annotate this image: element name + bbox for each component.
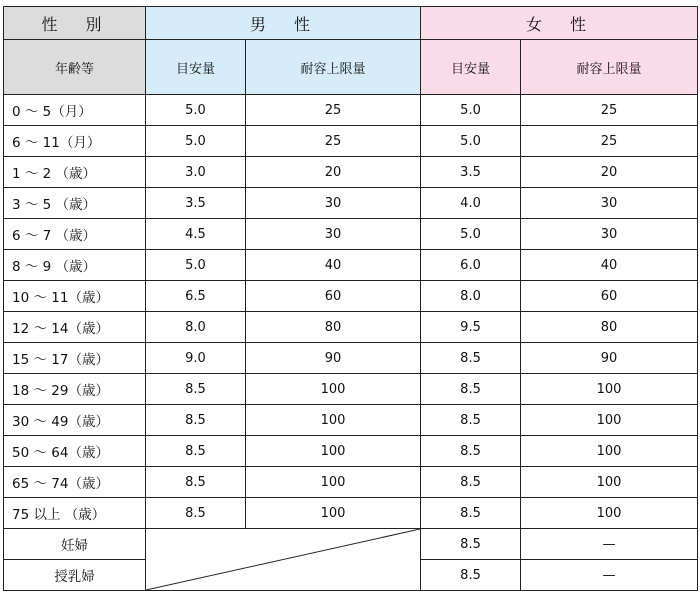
female-target-cell: 8.5 xyxy=(421,343,521,374)
header-female: 女 性 xyxy=(421,7,698,40)
female-upper-cell: — xyxy=(521,560,698,591)
female-upper-cell: 40 xyxy=(521,250,698,281)
female-upper-cell: 25 xyxy=(521,95,698,126)
female-target-cell: 9.5 xyxy=(421,312,521,343)
female-upper-cell: — xyxy=(521,529,698,560)
female-target-cell: 3.5 xyxy=(421,157,521,188)
age-cell: 50 ～ 64（歳） xyxy=(4,436,146,467)
table-row xyxy=(4,312,698,343)
table-row xyxy=(4,219,698,250)
age-cell: 0 ～ 5（月） xyxy=(4,95,146,126)
female-target-cell: 8.5 xyxy=(421,529,521,560)
not-applicable-cell xyxy=(146,529,421,591)
header-row-columns xyxy=(4,40,698,95)
female-target-cell: 8.5 xyxy=(421,467,521,498)
table-row xyxy=(4,405,698,436)
diagonal-slash-line xyxy=(146,529,420,590)
header-male-upper: 耐容上限量 xyxy=(246,40,421,95)
male-target-cell: 8.5 xyxy=(146,467,246,498)
male-upper-cell: 100 xyxy=(246,405,421,436)
male-upper-cell: 20 xyxy=(246,157,421,188)
age-cell: 8 ～ 9 （歳） xyxy=(4,250,146,281)
female-upper-cell: 100 xyxy=(521,405,698,436)
female-upper-cell: 80 xyxy=(521,312,698,343)
male-target-cell: 5.0 xyxy=(146,95,246,126)
male-target-cell: 8.0 xyxy=(146,312,246,343)
male-target-cell: 3.5 xyxy=(146,188,246,219)
female-upper-cell: 30 xyxy=(521,219,698,250)
table-row xyxy=(4,250,698,281)
header-female-upper: 耐容上限量 xyxy=(521,40,698,95)
table-row xyxy=(4,374,698,405)
table-row-special xyxy=(4,529,698,560)
age-cell: 15 ～ 17（歳） xyxy=(4,343,146,374)
header-row-sex xyxy=(4,7,698,40)
age-cell: 6 ～ 11（月） xyxy=(4,126,146,157)
male-upper-cell: 100 xyxy=(246,498,421,529)
table-row xyxy=(4,498,698,529)
female-target-cell: 8.5 xyxy=(421,405,521,436)
female-target-cell: 5.0 xyxy=(421,219,521,250)
male-upper-cell: 100 xyxy=(246,467,421,498)
header-female-target: 目安量 xyxy=(421,40,521,95)
male-target-cell: 8.5 xyxy=(146,405,246,436)
age-cell: 18 ～ 29（歳） xyxy=(4,374,146,405)
table-row xyxy=(4,436,698,467)
female-upper-cell: 90 xyxy=(521,343,698,374)
age-cell: 30 ～ 49（歳） xyxy=(4,405,146,436)
header-sex: 性 別 xyxy=(4,7,146,40)
table-row xyxy=(4,343,698,374)
male-upper-cell: 100 xyxy=(246,436,421,467)
female-upper-cell: 60 xyxy=(521,281,698,312)
male-target-cell: 6.5 xyxy=(146,281,246,312)
male-target-cell: 5.0 xyxy=(146,126,246,157)
table-row xyxy=(4,126,698,157)
special-label-cell: 妊婦 xyxy=(4,529,146,560)
special-label-cell: 授乳婦 xyxy=(4,560,146,591)
male-target-cell: 8.5 xyxy=(146,498,246,529)
female-upper-cell: 100 xyxy=(521,498,698,529)
female-target-cell: 8.5 xyxy=(421,374,521,405)
age-cell: 65 ～ 74（歳） xyxy=(4,467,146,498)
table-row xyxy=(4,157,698,188)
female-upper-cell: 100 xyxy=(521,374,698,405)
female-target-cell: 6.0 xyxy=(421,250,521,281)
male-target-cell: 4.5 xyxy=(146,219,246,250)
male-upper-cell: 25 xyxy=(246,95,421,126)
female-target-cell: 5.0 xyxy=(421,95,521,126)
male-upper-cell: 40 xyxy=(246,250,421,281)
female-target-cell: 8.5 xyxy=(421,560,521,591)
male-upper-cell: 30 xyxy=(246,188,421,219)
female-target-cell: 4.0 xyxy=(421,188,521,219)
female-upper-cell: 25 xyxy=(521,126,698,157)
intake-table xyxy=(3,6,698,591)
male-upper-cell: 30 xyxy=(246,219,421,250)
male-upper-cell: 25 xyxy=(246,126,421,157)
female-upper-cell: 30 xyxy=(521,188,698,219)
male-upper-cell: 100 xyxy=(246,374,421,405)
header-age: 年齢等 xyxy=(4,40,146,95)
table-row xyxy=(4,188,698,219)
table-row xyxy=(4,95,698,126)
table-row xyxy=(4,467,698,498)
male-target-cell: 8.5 xyxy=(146,436,246,467)
age-cell: 3 ～ 5 （歳） xyxy=(4,188,146,219)
male-target-cell: 9.0 xyxy=(146,343,246,374)
female-target-cell: 8.0 xyxy=(421,281,521,312)
female-upper-cell: 100 xyxy=(521,467,698,498)
female-target-cell: 8.5 xyxy=(421,436,521,467)
male-target-cell: 5.0 xyxy=(146,250,246,281)
age-cell: 1 ～ 2 （歳） xyxy=(4,157,146,188)
male-upper-cell: 60 xyxy=(246,281,421,312)
age-cell: 6 ～ 7 （歳） xyxy=(4,219,146,250)
female-target-cell: 8.5 xyxy=(421,498,521,529)
male-upper-cell: 80 xyxy=(246,312,421,343)
header-male-target: 目安量 xyxy=(146,40,246,95)
female-upper-cell: 20 xyxy=(521,157,698,188)
age-cell: 12 ～ 14（歳） xyxy=(4,312,146,343)
male-target-cell: 3.0 xyxy=(146,157,246,188)
table-row xyxy=(4,281,698,312)
male-upper-cell: 90 xyxy=(246,343,421,374)
age-cell: 10 ～ 11（歳） xyxy=(4,281,146,312)
male-target-cell: 8.5 xyxy=(146,374,246,405)
header-male: 男 性 xyxy=(146,7,421,40)
female-target-cell: 5.0 xyxy=(421,126,521,157)
age-cell: 75 以上 （歳） xyxy=(4,498,146,529)
female-upper-cell: 100 xyxy=(521,436,698,467)
